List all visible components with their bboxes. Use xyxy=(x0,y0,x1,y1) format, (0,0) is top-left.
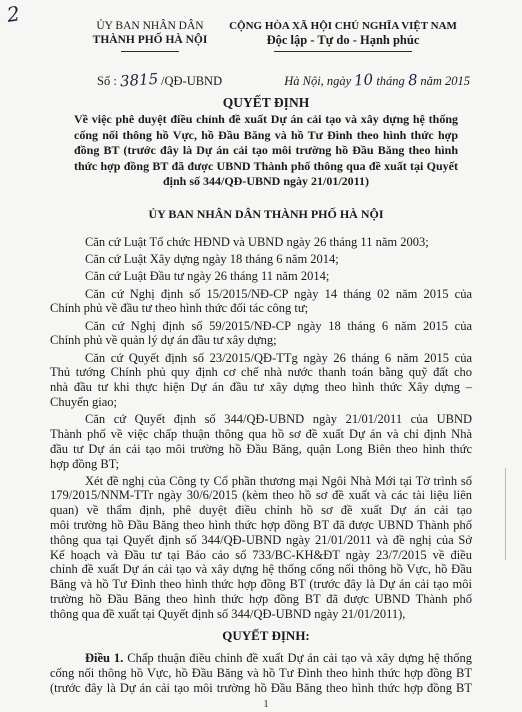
legal-basis xyxy=(50,235,472,624)
document-number-prefix: Số : xyxy=(97,74,117,88)
legal-basis-paragraph xyxy=(50,287,472,317)
agency-underline xyxy=(121,51,179,52)
date-day-handwritten: 10 xyxy=(353,70,374,90)
paragraph-line: Chính phủ về đầu tư theo hình thức đối tác công tư; xyxy=(50,301,309,316)
agency-name-line1: ỦY BAN NHÂN DÂN xyxy=(96,20,204,32)
legal-basis-paragraph xyxy=(50,235,472,250)
subject-line: cống nối thông hồ Vực, hồ Đầu Băng và hồ Tư Đình theo hình thức hợp xyxy=(74,127,458,142)
paragraph-line: Xét đề nghị của Công ty Cổ phần thương mại Ngôi Nhà Mới tại Tờ trình số xyxy=(85,473,472,488)
legal-basis-paragraph xyxy=(50,269,472,284)
paragraph-line: Thủ tướng Chính phủ quy định cơ chế nhà nước thanh toán bằng quỹ đất cho xyxy=(50,365,472,380)
issuing-agency xyxy=(60,19,240,52)
paragraph-line: Căn cứ Quyết định số 23/2015/QĐ-TTg ngày 26 tháng 6 năm 2015 của xyxy=(85,350,472,365)
paragraph-line: Căn cứ Luật Tổ chức HĐND và UBND ngày 26 tháng 11 năm 2003; xyxy=(85,235,429,249)
motto-underline xyxy=(274,51,412,52)
legal-basis-paragraph xyxy=(50,474,472,622)
paragraph-line: Chuyển giao; xyxy=(50,394,118,409)
paragraph-line: Băng và hồ Tư Đình theo hình thức hợp đồng BT (trước đây là Dự án cải tạo môi xyxy=(50,577,472,592)
document-number-suffix: /QĐ-UBND xyxy=(161,74,223,88)
subject-line: thức hợp đồng BT đã được UBND Thành phố thông qua đề xuất tại Quyết xyxy=(74,158,458,173)
issue-date xyxy=(284,72,470,89)
date-month-label: tháng xyxy=(376,74,405,88)
page-number: 1 xyxy=(263,699,269,710)
scan-margin-line xyxy=(505,468,506,560)
subject xyxy=(74,112,458,190)
document-number xyxy=(97,69,223,91)
paragraph-line: thông qua tại Quyết định số 344/QĐ-UBND ngày 21/01/2011 và đề nghị của Sở xyxy=(50,532,472,547)
decision-heading: QUYẾT ĐỊNH: xyxy=(222,628,310,643)
paragraph-line: thông qua đề xuất tại Quyết định số 344/QĐ-UBND ngày 21/01/2011), xyxy=(50,606,406,621)
paragraph-line: 179/2015/NNM-TTr ngày 30/6/2015 (kèm theo hồ sơ đề xuất và các tài liệu liên xyxy=(50,488,472,503)
paragraph-line: quan) về thẩm định, phê duyệt điều chỉnh hồ sơ đề xuất Dự án cải tạo xyxy=(50,503,472,518)
legal-basis-paragraph xyxy=(50,412,472,471)
article-line: (trước đây là Dự án cải tạo môi trường hồ Đầu Băng theo hình thức hợp đồng BT xyxy=(50,681,472,696)
date-year: năm 2015 xyxy=(420,74,470,88)
paragraph-line: Thành phố về việc chấp thuận thông qua hồ sơ đề xuất Dự án và chỉ định Nhà xyxy=(50,426,472,441)
subject-line: định số 344/QĐ-UBND ngày 21/01/2011) xyxy=(162,174,370,188)
paragraph-line: Căn cứ Nghị định số 15/2015/NĐ-CP ngày 14 tháng 02 năm 2015 của xyxy=(85,286,472,301)
paragraph-line: Kế hoạch và Đầu tư tại Báo cáo số 733/BC-KH&ĐT ngày 23/7/2015 về điều xyxy=(50,547,472,562)
paragraph-line: đầu tư Dự án cải tạo môi trường hồ Đầu Băng, quận Long Biên theo hình thức xyxy=(50,441,472,456)
paragraph-line: môi trường hồ Đầu Băng theo hình thức hợp đồng BT đã được UBND Thành phố xyxy=(50,518,472,533)
national-heading xyxy=(223,19,463,52)
subject-line: Về việc phê duyệt điều chỉnh đề xuất Dự án cải tạo và xây dựng hệ thống xyxy=(74,112,458,126)
issuer-heading: ỦY BAN NHÂN DÂN THÀNH PHỐ HÀ NỘI xyxy=(148,207,384,221)
agency-name-line2: THÀNH PHỐ HÀ NỘI xyxy=(92,34,208,46)
legal-basis-paragraph xyxy=(50,319,472,349)
article-line xyxy=(50,651,472,666)
article-text: Chấp thuận điều chỉnh đề xuất Dự án cải tạo và xây dựng hệ thống xyxy=(127,651,473,665)
date-month-handwritten: 8 xyxy=(407,70,418,90)
paragraph-line: nhà đầu tư khi thực hiện Dự án đầu tư xây dựng theo hình thức Xây dựng – xyxy=(50,380,472,395)
document-title: QUYẾT ĐỊNH xyxy=(222,95,310,110)
paragraph-line: Chính phủ về quản lý dự án đầu tư xây dựng; xyxy=(50,333,277,348)
country-name: CỘNG HÒA XÃ HỘI CHỦ NGHĨA VIỆT NAM xyxy=(229,20,457,32)
document-number-handwritten: 3815 xyxy=(119,69,159,91)
paragraph-line: chỉnh đề xuất Dự án cải tạo và xây dựng hệ thống cống nối thông hồ Vực, hồ Đầu xyxy=(50,562,472,577)
article-label: Điều 1. xyxy=(85,651,124,665)
date-place: Hà Nội, ngày xyxy=(284,74,352,88)
handwritten-page-mark: 2 xyxy=(5,1,22,27)
paragraph-line: trường hồ Đầu Băng theo hình thức hợp đồng BT đã được UBND Thành phố xyxy=(50,592,472,607)
article-1 xyxy=(50,651,472,697)
national-motto: Độc lập - Tự do - Hạnh phúc xyxy=(266,33,420,47)
paragraph-line: Căn cứ Nghị định số 59/2015/NĐ-CP ngày 18 tháng 6 năm 2015 của xyxy=(85,318,472,333)
article-line: cống nối thông hồ Vực, hồ Đầu Băng và hồ Tư Đình theo hình thức hợp đồng BT xyxy=(50,666,472,681)
paragraph-line: Căn cứ Luật Xây dựng ngày 18 tháng 6 năm 2014; xyxy=(85,252,339,267)
paragraph-line: hợp đồng BT; xyxy=(50,456,120,471)
paragraph-line: Căn cứ Luật Đầu tư ngày 26 tháng 11 năm 2014; xyxy=(85,269,330,284)
paragraph-line: Căn cứ Quyết định số 344/QĐ-UBND ngày 21/01/2011 của UBND xyxy=(85,412,472,427)
legal-basis-paragraph xyxy=(50,252,472,267)
subject-line: đồng BT (trước đây là Dự án cải tạo môi trường hồ Đầu Băng theo hình xyxy=(74,143,458,157)
legal-basis-paragraph xyxy=(50,351,472,410)
